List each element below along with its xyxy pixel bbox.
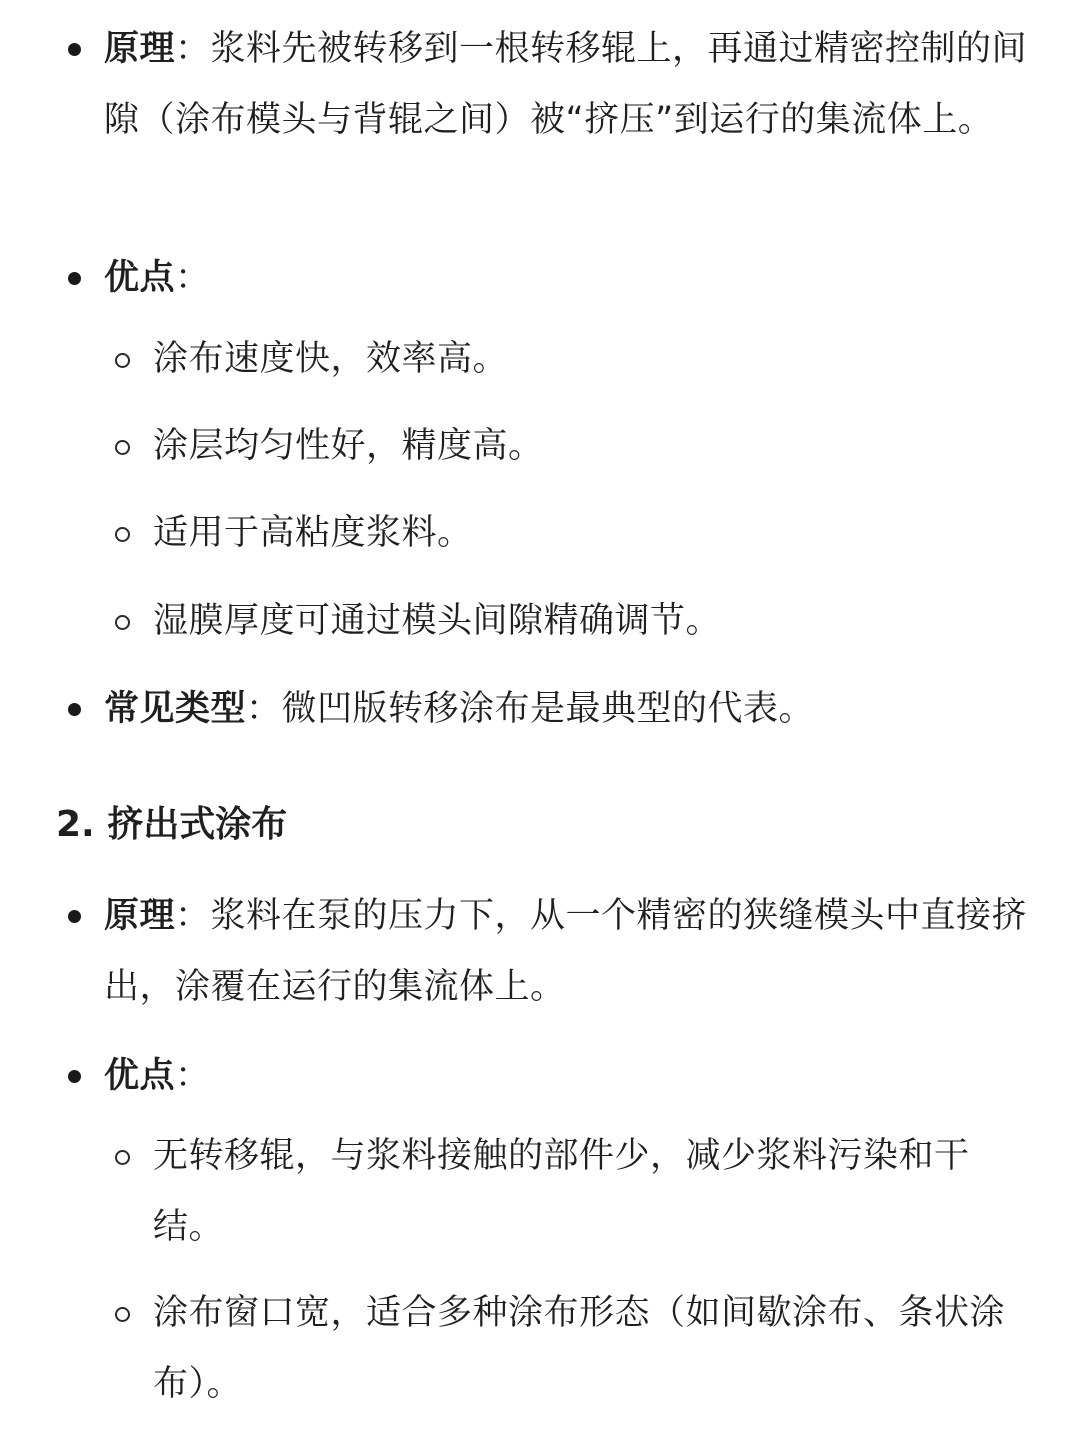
advantages-label: 优点 <box>104 1056 176 1096</box>
principle-label: 原理 <box>104 29 176 69</box>
advantage-item: 涂布速度快，效率高。 <box>153 339 509 379</box>
circle-bullet-icon <box>115 353 130 368</box>
label-separator: ： <box>175 1056 211 1096</box>
types-text: 微凹版转移涂布是最典型的代表。 <box>281 689 815 729</box>
advantage-item: 适用于高粘度浆料。 <box>153 513 473 553</box>
bullet-icon <box>68 703 81 716</box>
bullet-icon <box>68 272 81 285</box>
principle-paragraph <box>104 881 1030 1023</box>
label-separator: ： <box>175 258 211 298</box>
circle-bullet-icon <box>115 527 130 542</box>
advantages-label: 优点 <box>104 258 176 298</box>
principle-paragraph <box>104 14 1030 156</box>
advantages-heading <box>104 243 1030 314</box>
advantage-item: 涂布窗口宽，适合多种涂布形态（如间歇涂布、条状涂布）。 <box>153 1293 1006 1404</box>
circle-bullet-icon <box>115 615 130 630</box>
label-separator: ： <box>175 896 211 936</box>
label-separator: ： <box>175 29 211 69</box>
label-separator: ： <box>246 689 282 729</box>
circle-bullet-icon <box>115 1307 130 1322</box>
principle-text: 浆料先被转移到一根转移辊上，再通过精密控制的间隙（涂布模头与背辊之间）被“挤压”到运行的集流体上。 <box>104 29 1028 140</box>
bullet-icon <box>68 43 81 56</box>
bullet-icon <box>68 1070 81 1083</box>
types-paragraph <box>104 674 1030 745</box>
advantage-item: 涂层均匀性好，精度高。 <box>153 426 544 466</box>
advantage-item: 无转移辊，与浆料接触的部件少，减少浆料污染和干结。 <box>153 1136 970 1247</box>
advantages-heading <box>104 1041 1030 1112</box>
principle-text: 浆料在泵的压力下，从一个精密的狭缝模头中直接挤出，涂覆在运行的集流体上。 <box>104 896 1028 1007</box>
bullet-icon <box>68 910 81 923</box>
types-label: 常见类型 <box>104 689 247 729</box>
principle-label: 原理 <box>104 896 176 936</box>
section-heading: 2. 挤出式涂布 <box>56 804 288 845</box>
circle-bullet-icon <box>115 440 130 455</box>
circle-bullet-icon <box>115 1150 130 1165</box>
advantage-item: 湿膜厚度可通过模头间隙精确调节。 <box>153 601 722 641</box>
